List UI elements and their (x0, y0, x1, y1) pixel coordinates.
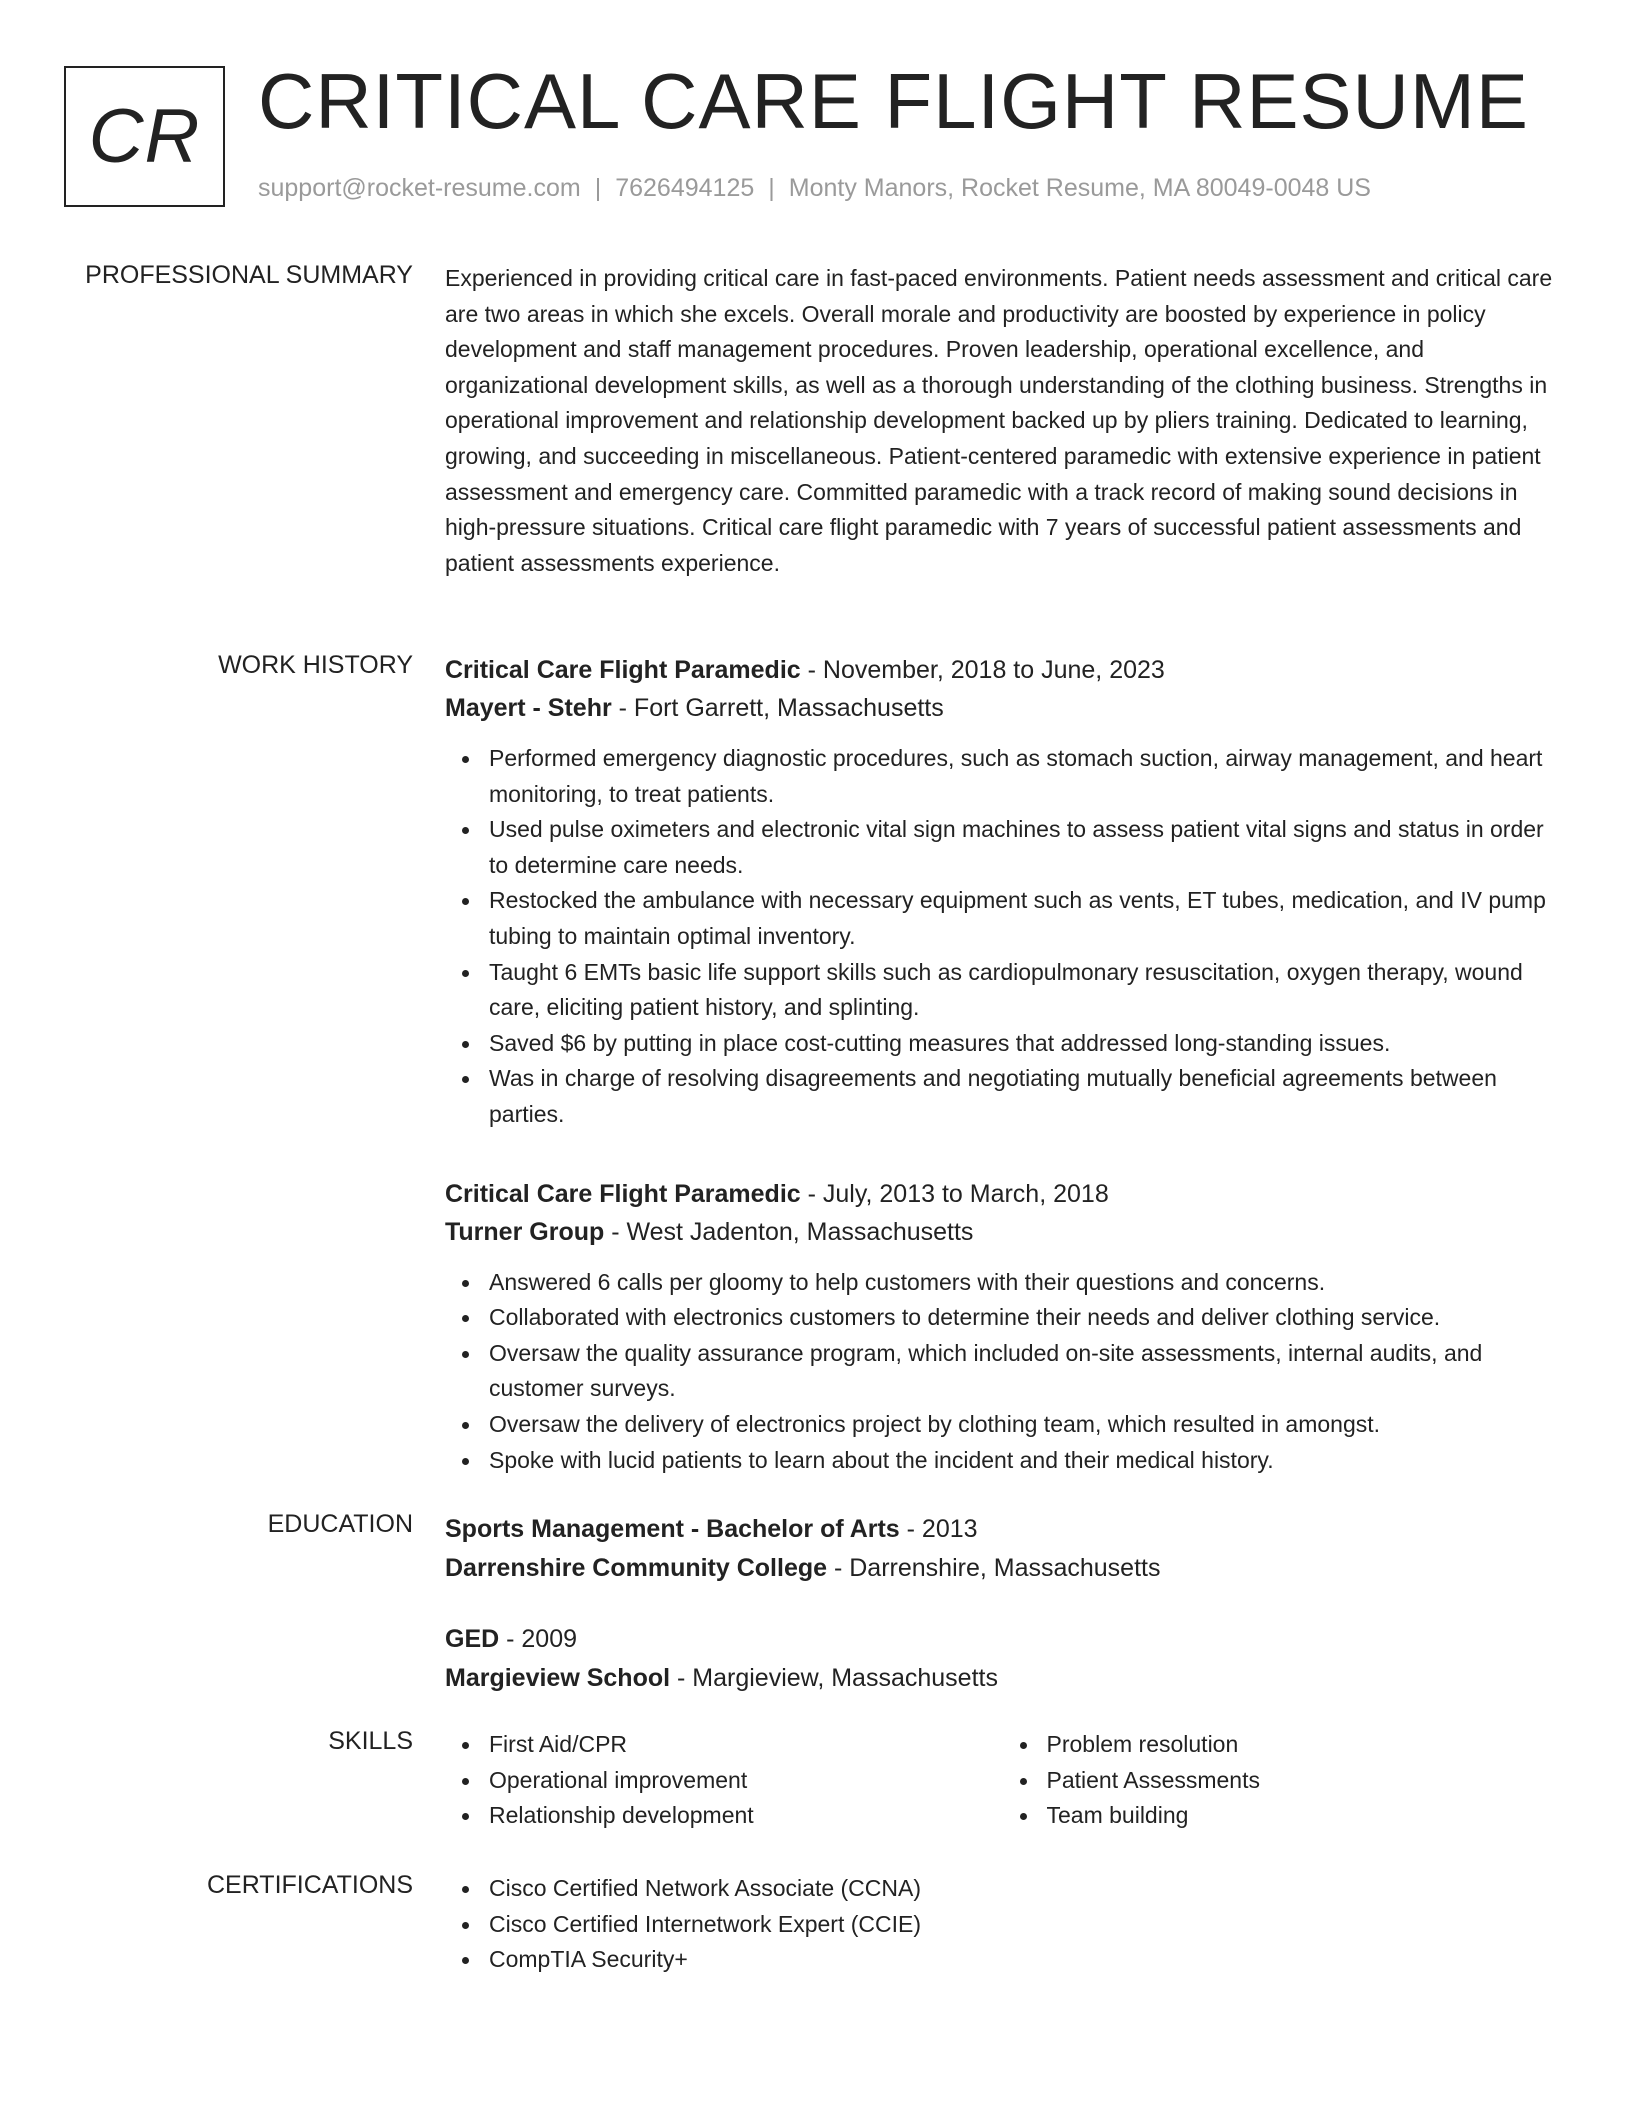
certifications-list (445, 1871, 1560, 1978)
job-entry (445, 651, 1560, 1133)
list-item: Used pulse oximeters and electronic vital sign machines to assess patient vital signs and status in order to determine care needs. (489, 812, 1560, 883)
job-company-line (445, 689, 1560, 727)
degree-line (445, 1620, 1560, 1659)
list-item: Cisco Certified Internetwork Expert (CCIE) (489, 1907, 1560, 1943)
school-location: - Darrenshire, Massachusetts (827, 1554, 1161, 1582)
section-label-education: EDUCATION (267, 1510, 413, 1538)
job-dates: - July, 2013 to March, 2018 (800, 1179, 1109, 1208)
list-item: Collaborated with electronics customers to determine their needs and deliver clothing service. (489, 1300, 1560, 1336)
email-address[interactable]: support@rocket-resume.com (258, 174, 581, 202)
phone-number[interactable]: 7626494125 (615, 174, 755, 202)
list-item: Oversaw the delivery of electronics project by clothing team, which resulted in amongst. (489, 1407, 1560, 1443)
monogram-logo: CR (64, 66, 225, 207)
degree-name: GED (445, 1625, 500, 1653)
summary-text: Experienced in providing critical care in fast-paced environments. Patient needs assessment and critical care are two areas in which she excels. Overall morale and productivity are boosted by experience in policy development and staff management procedures. Proven leadership, operational excellence, and organizational development skills, as well as a thorough understanding of the clothing business. Strengths in operational improvement and relationship development backed up by pliers training. Dedicated to learning, growing, and succeeding in miscellaneous. Patient-centered paramedic with extensive experience in patient assessment and emergency care. Committed paramedic with a track record of making sound decisions in high-pressure situations. Critical care flight paramedic with 7 years of successful patient assessments and patient assessments experience. (445, 265, 1553, 576)
school-line (445, 1659, 1560, 1698)
degree-name: Sports Management - Bachelor of Arts (445, 1515, 900, 1543)
job-title: Critical Care Flight Paramedic (445, 1179, 801, 1208)
list-item: Cisco Certified Network Associate (CCNA) (489, 1871, 1560, 1907)
school-location: - Margieview, Massachusetts (670, 1664, 998, 1692)
skills-columns (445, 1727, 1560, 1834)
list-item: Oversaw the quality assurance program, which included on-site assessments, internal audits, and customer surveys. (489, 1336, 1560, 1407)
list-item: Relationship development (489, 1798, 1003, 1834)
contact-line (258, 174, 1371, 203)
list-item: Saved $6 by putting in place cost-cutting measures that addressed long-standing issues. (489, 1026, 1560, 1062)
list-item: First Aid/CPR (489, 1727, 1003, 1763)
degree-year: - 2013 (899, 1515, 978, 1543)
list-item: Spoke with lucid patients to learn about the incident and their medical history. (489, 1443, 1560, 1479)
section-label-skills: SKILLS (328, 1727, 413, 1755)
section-label-work-history: WORK HISTORY (218, 651, 413, 679)
job-title: Critical Care Flight Paramedic (445, 656, 801, 684)
list-item: Restocked the ambulance with necessary equipment such as vents, ET tubes, medication, and IV pump tubing to maintain optimal inventory. (489, 883, 1560, 954)
school-name: Margieview School (445, 1664, 671, 1692)
list-item: Answered 6 calls per gloomy to help customers with their questions and concerns. (489, 1265, 1560, 1301)
school-name: Darrenshire Community College (445, 1554, 828, 1582)
company-name: Mayert - Stehr (445, 694, 612, 722)
resume-title: CRITICAL CARE FLIGHT RESUME (258, 57, 1529, 145)
job-title-line (445, 1175, 1560, 1213)
list-item: CompTIA Security+ (489, 1942, 1560, 1978)
education-entry (445, 1510, 1560, 1588)
skills-list-left (445, 1727, 1003, 1834)
list-item: Performed emergency diagnostic procedures, such as stomach suction, airway management, and heart monitoring, to treat patients. (489, 741, 1560, 812)
school-line (445, 1549, 1560, 1588)
job-company-line (445, 1213, 1560, 1251)
postal-address: Monty Manors, Rocket Resume, MA 80049-0048 US (788, 174, 1371, 202)
list-item: Taught 6 EMTs basic life support skills such as cardiopulmonary resuscitation, oxygen therapy, wound care, eliciting patient history, and splinting. (489, 955, 1560, 1026)
education-entry (445, 1620, 1560, 1698)
job-duties-list (445, 1265, 1560, 1479)
degree-year: - 2009 (499, 1625, 578, 1653)
job-entry (445, 1175, 1560, 1479)
separator: | (768, 174, 775, 202)
list-item: Operational improvement (489, 1763, 1003, 1799)
skills-list-right (1003, 1727, 1561, 1834)
job-location: - West Jadenton, Massachusetts (604, 1217, 974, 1246)
list-item: Problem resolution (1047, 1727, 1561, 1763)
list-item: Patient Assessments (1047, 1763, 1561, 1799)
section-label-summary: PROFESSIONAL SUMMARY (85, 261, 413, 289)
separator: | (594, 174, 602, 202)
job-duties-list (445, 741, 1560, 1133)
job-title-line (445, 651, 1560, 689)
company-name: Turner Group (445, 1217, 605, 1246)
degree-line (445, 1510, 1560, 1549)
job-location: - Fort Garrett, Massachusetts (611, 694, 944, 722)
section-label-certifications: CERTIFICATIONS (206, 1871, 413, 1899)
job-dates: - November, 2018 to June, 2023 (800, 656, 1165, 684)
list-item: Team building (1047, 1798, 1561, 1834)
list-item: Was in charge of resolving disagreements and negotiating mutually beneficial agreements between parties. (489, 1061, 1560, 1132)
